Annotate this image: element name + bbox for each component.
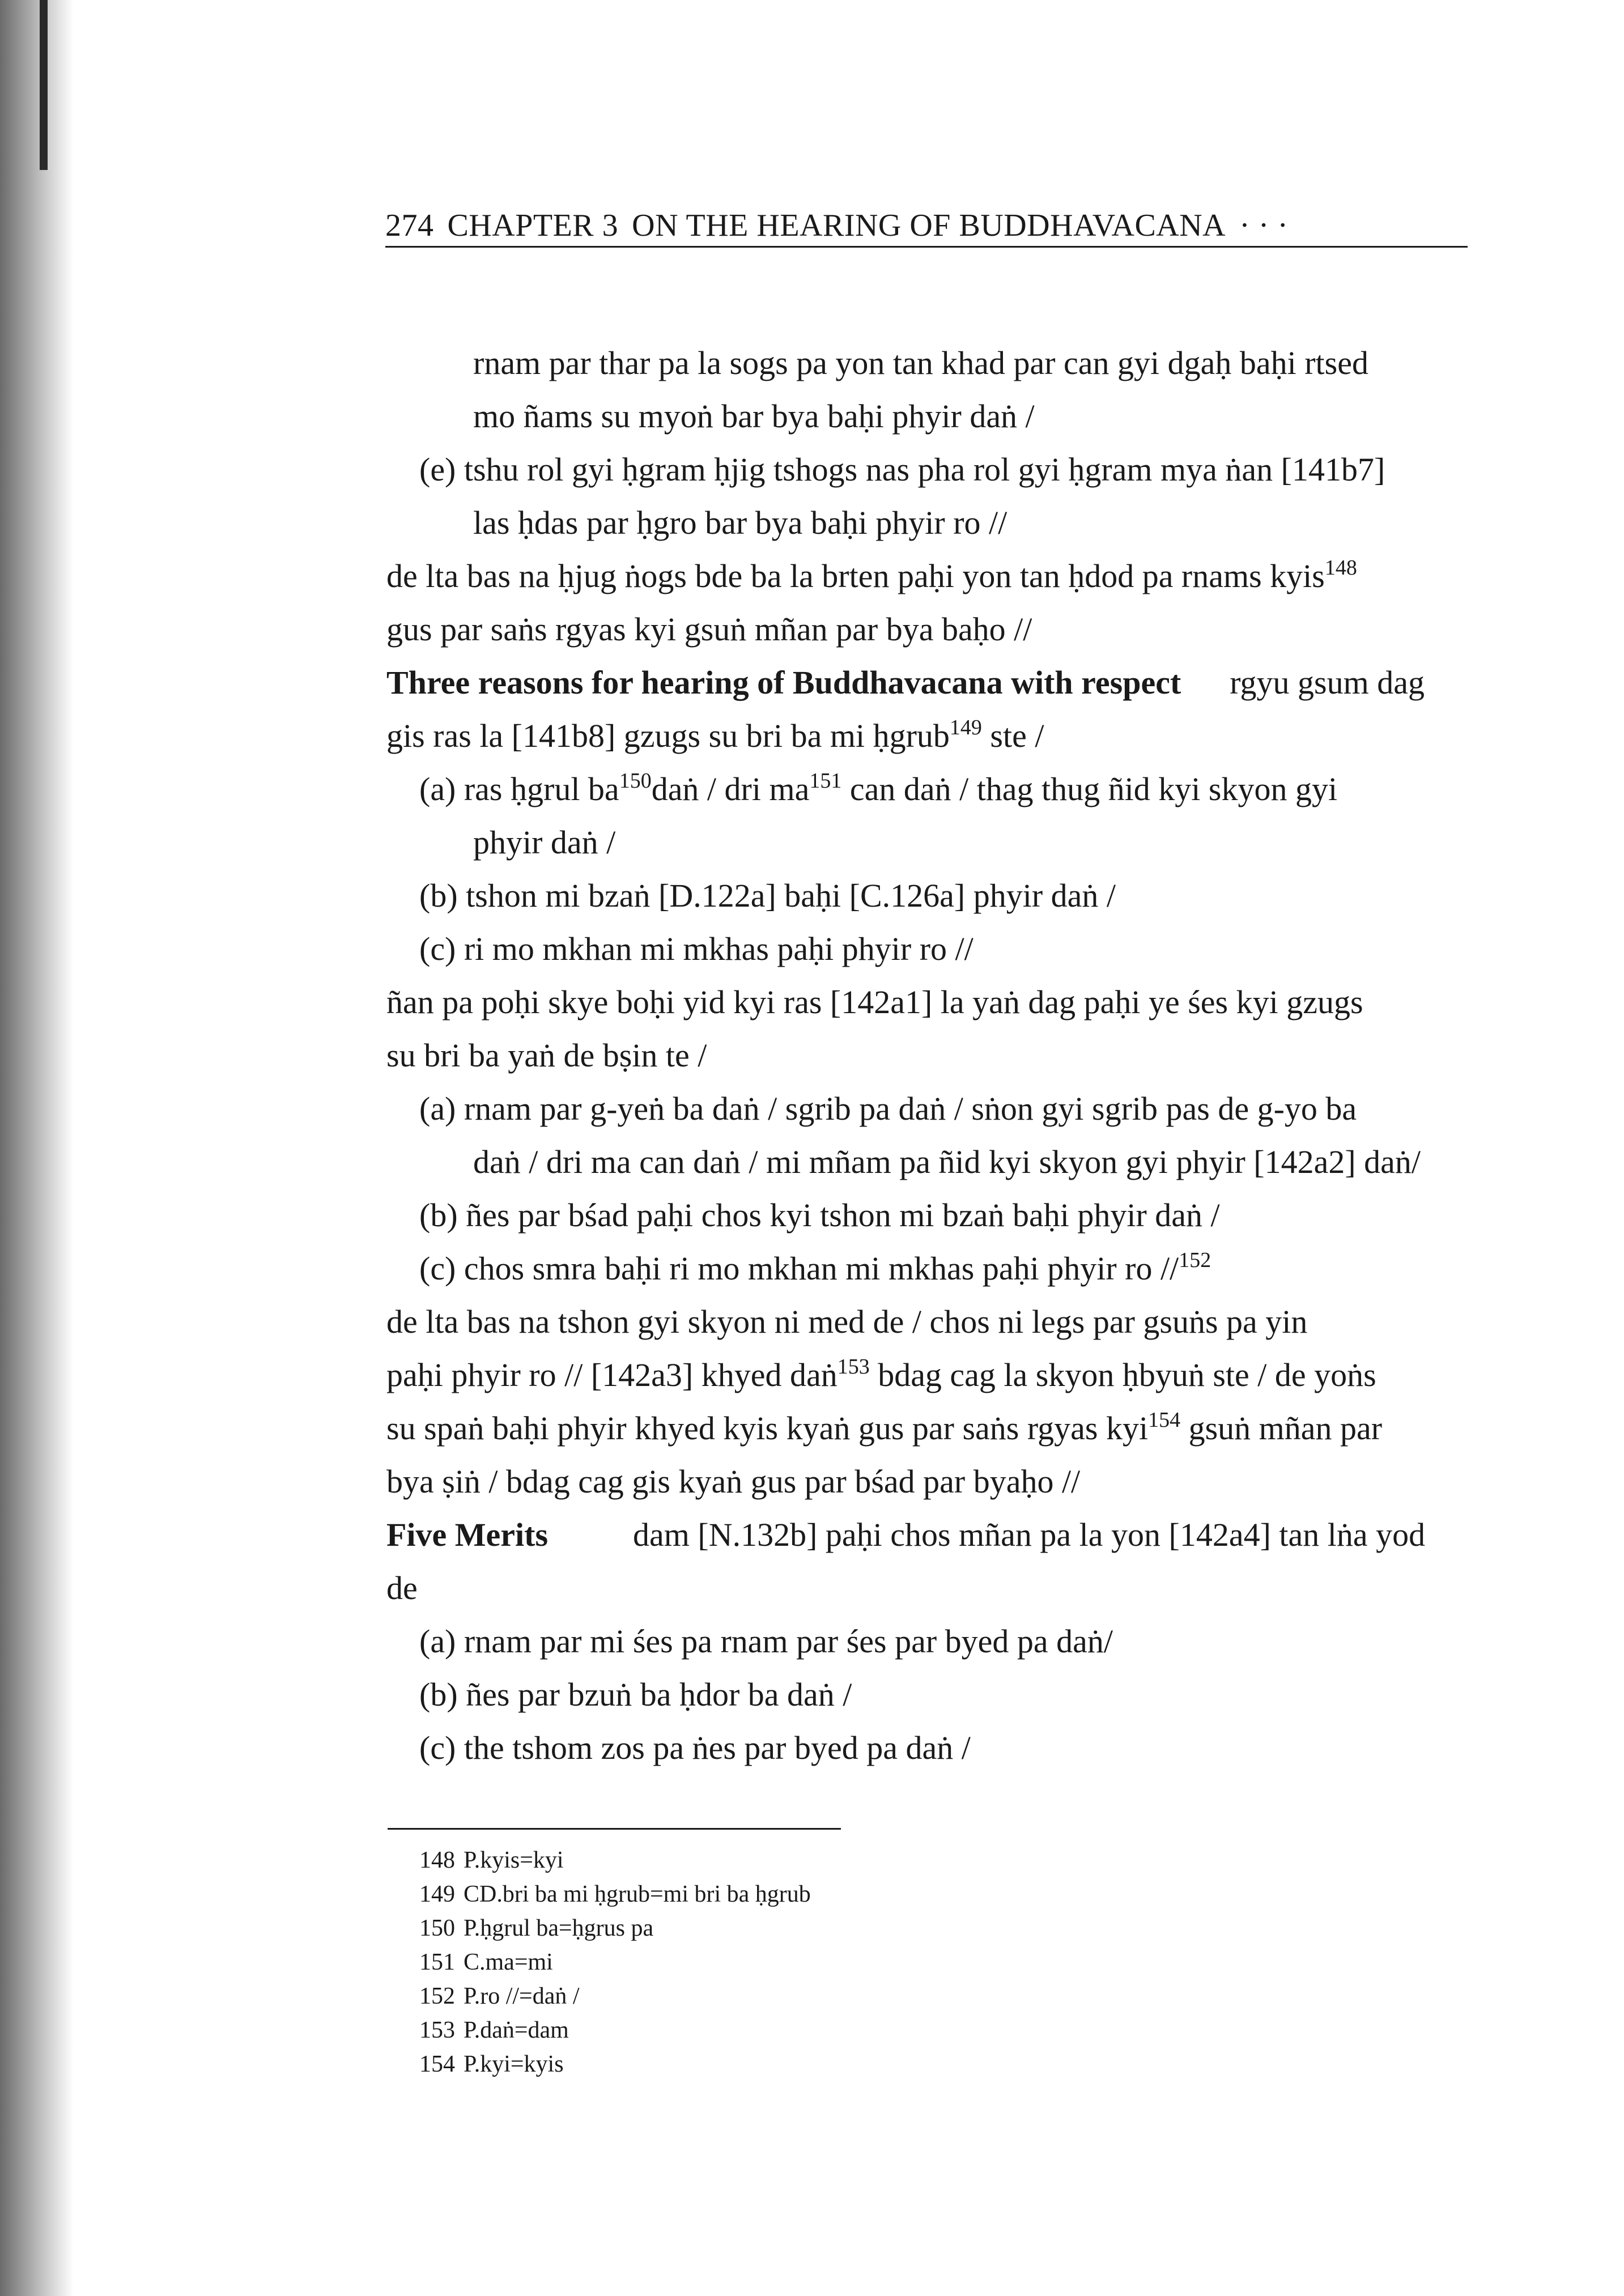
footnote [419,1950,553,1974]
text-line: daṅ / dri ma can daṅ / mi mñam pa ñid kyi skyon gyi phyir [142a2] daṅ/ [473,1143,1421,1180]
footnote [419,1882,811,1906]
text-line: (b) ñes par bśad paḥi chos kyi tshon mi bzaṅ baḥi phyir daṅ / [419,1197,1220,1234]
footnote-number: 148 [419,1847,455,1873]
text-line: (a) rnam par mi śes pa rnam par śes par byed pa daṅ/ [419,1623,1113,1660]
footnote-number: 151 [419,1949,455,1975]
text-span: ste / [981,717,1044,754]
footnote [419,1848,564,1872]
text-line: mo ñams su myoṅ bar bya baḥi phyir daṅ / [473,398,1035,435]
footnote-text: P.kyi=kyis [464,2051,564,2077]
text-line: de lta bas na tshon gyi skyon ni med de / chos ni legs par gsuṅs pa yin [386,1303,1308,1340]
footnote-number: 153 [419,2017,455,2043]
footnote-text: P.daṅ=dam [464,2017,569,2043]
footnote [419,1984,580,2008]
text-line: de [386,1570,418,1606]
text-span: dam [N.132b] paḥi chos mñan pa la yon [142a4] tan lṅa yod [633,1516,1426,1553]
chapter-title: ON THE HEARING OF BUDDHAVACANA [632,208,1226,243]
text-span: bdag cag la skyon ḥbyuṅ ste / de yoṅs [869,1357,1376,1393]
footnote-ref: 152 [1179,1248,1211,1272]
footnote-ref: 153 [837,1355,870,1379]
text-span: (a) ras ḥgrul ba [419,771,619,807]
text-line: phyir daṅ / [473,824,616,861]
section-heading: Five Merits [386,1516,549,1553]
footnote [419,2052,564,2076]
text-line: (b) ñes par bzuṅ ba ḥdor ba daṅ / [419,1676,852,1713]
running-head [385,207,1468,248]
text-line: (c) ri mo mkhan mi mkhas paḥi phyir ro // [419,930,973,967]
text-line: las ḥdas par ḥgro bar bya baḥi phyir ro // [473,504,1007,541]
text-line: (c) the tshom zos pa ṅes par byed pa daṅ / [419,1729,971,1766]
text-line [386,666,1425,699]
footnote-ref: 148 [1324,556,1357,580]
text-span: gis ras la [141b8] gzugs su bri ba mi ḥgrub [386,717,950,754]
text-line [386,1516,1426,1553]
section-heading: Three reasons for hearing of Buddhavacana with respect [386,664,1181,701]
footnote-ref: 154 [1148,1408,1181,1432]
text-line: (e) tshu rol gyi ḥgram ḥjig tshogs nas pha rol gyi ḥgram mya ṅan [141b7] [419,451,1385,488]
footnote-separator [388,1828,841,1830]
text-span: rgyu gsum dag [1230,664,1425,701]
text-line [386,1408,1383,1447]
footnote [419,2018,569,2042]
text-line: ñan pa poḥi skye boḥi yid kyi ras [142a1] la yaṅ dag paḥi ye śes kyi gzugs [386,984,1363,1021]
footnote [419,1916,653,1940]
text-span: de lta bas na ḥjug ṅogs bde ba la brten paḥi yon tan ḥdod pa rnams kyis [386,558,1325,594]
page-binding-shadow [0,0,74,2296]
text-line: su bri ba yaṅ de bṣin te / [386,1037,707,1074]
footnote-text: CD.bri ba mi ḥgrub=mi bri ba ḥgrub [464,1881,811,1907]
text-span: gsuṅ mñan par [1180,1410,1383,1447]
footnote-text: P.ro //=daṅ / [464,1983,580,2009]
page-number: 274 [385,208,434,243]
text-span: (c) chos smra baḥi ri mo mkhan mi mkhas paḥi phyir ro // [419,1250,1179,1287]
footnote-text: P.kyis=kyi [464,1847,564,1873]
footnote-number: 150 [419,1915,455,1941]
footnote-ref: 150 [619,769,652,793]
text-line [419,769,1338,807]
footnote-number: 154 [419,2051,455,2077]
footnote-text: P.ḥgrul ba=ḥgrus pa [464,1915,654,1941]
chapter-label: CHAPTER 3 [447,208,619,243]
text-line [386,1355,1376,1393]
text-line [386,716,1044,754]
text-span: can daṅ / thag thug ñid kyi skyon gyi [841,771,1338,807]
text-span: su spaṅ baḥi phyir khyed kyis kyaṅ gus par saṅs rgyas kyi [386,1410,1149,1447]
text-line: (b) tshon mi bzaṅ [D.122a] baḥi [C.126a] phyir daṅ / [419,877,1116,914]
footnote-ref: 149 [949,716,982,739]
text-line: rnam par thar pa la sogs pa yon tan khad par can gyi dgaḥ baḥi rtsed [473,345,1368,381]
footnote-number: 149 [419,1881,455,1907]
text-line [386,556,1357,594]
footnote-number: 152 [419,1983,455,2009]
footnote-text: C.ma=mi [464,1949,553,1975]
text-line [419,1248,1211,1287]
footnote-ref: 151 [809,769,842,793]
text-line: bya ṣiṅ / bdag cag gis kyaṅ gus par bśad par byaḥo // [386,1463,1081,1500]
text-span: daṅ / dri ma [651,771,810,807]
binding-mark [40,0,48,170]
text-line: gus par saṅs rgyas kyi gsuṅ mñan par bya baḥo // [386,611,1032,648]
text-span: paḥi phyir ro // [142a3] khyed daṅ [386,1357,837,1393]
text-line: (a) rnam par g-yeṅ ba daṅ / sgrib pa daṅ / sṅon gyi sgrib pas de g-yo ba [419,1090,1357,1127]
header-ellipsis: · · · [1239,208,1289,243]
